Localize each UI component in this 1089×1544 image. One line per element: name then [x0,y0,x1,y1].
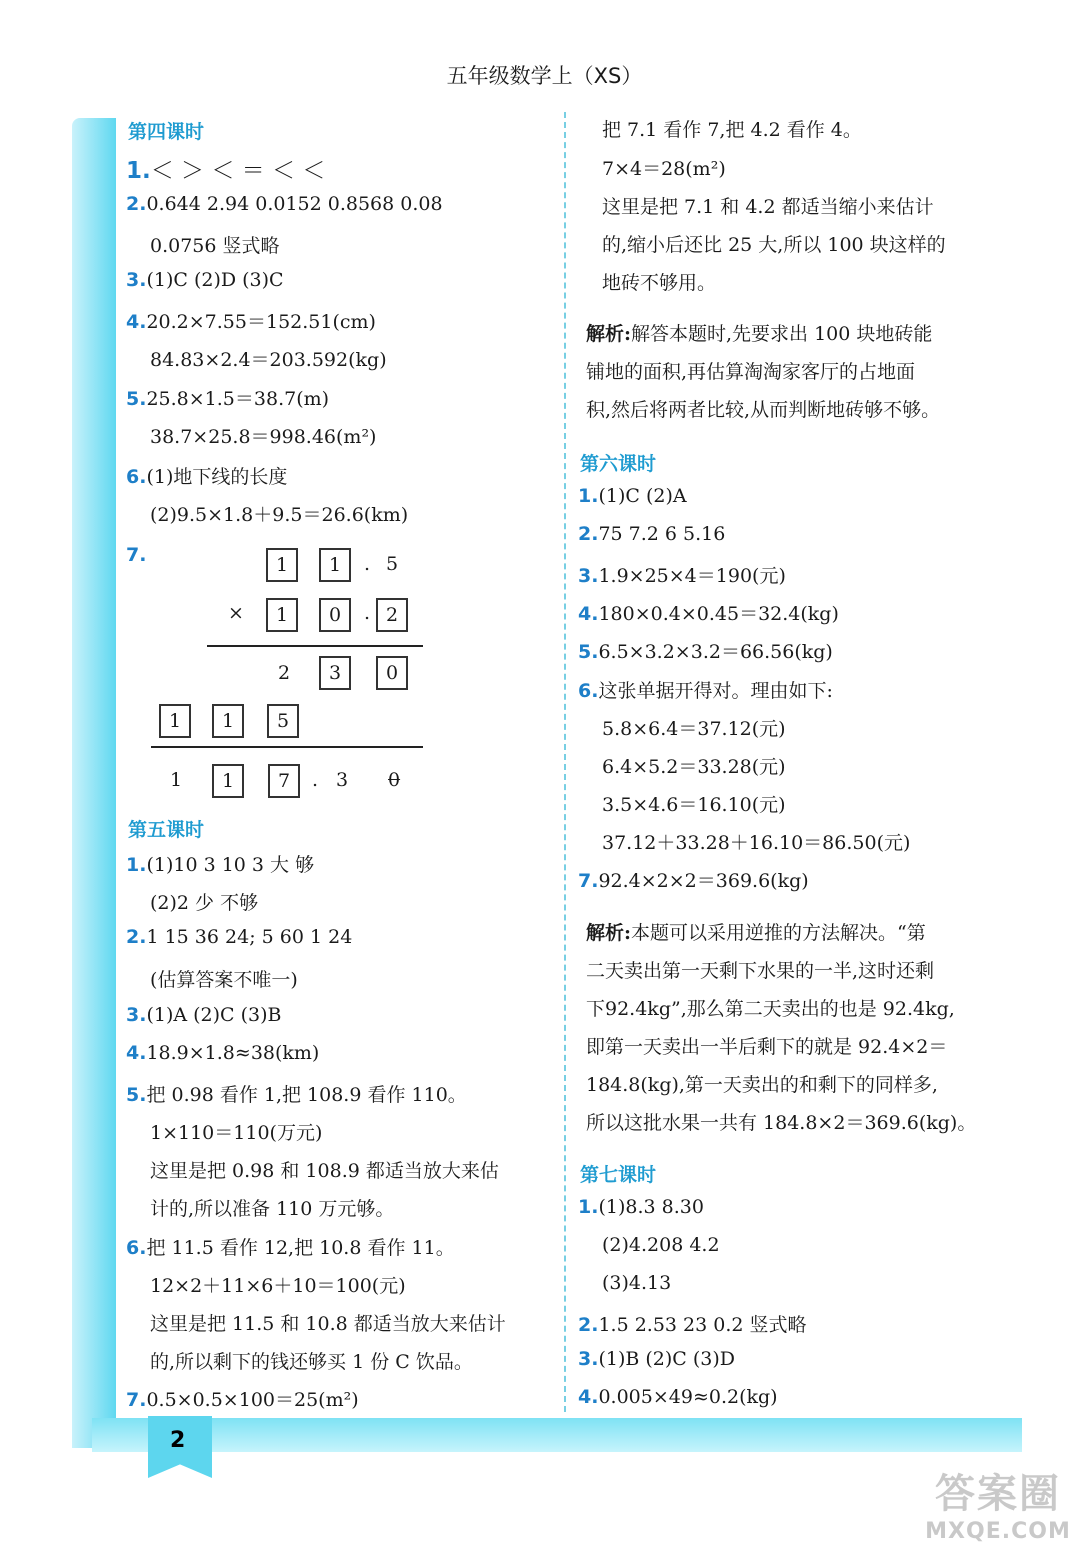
question-number: 2. [126,193,147,215]
watermark-url: MXQE.COM [925,1519,1071,1544]
answer-line: 3.5×4.6＝16.10(元) [602,794,786,816]
answer-line: 地砖不够用。 [602,272,717,294]
question-number: 7. [126,1389,147,1411]
answer-text: 25.8×1.5＝38.7(m) [146,388,330,410]
question-number: 3. [126,1004,147,1026]
answer-line: 6.4×5.2＝33.28(元) [602,756,786,778]
answer-text: 把 0.98 看作 1,把 108.9 看作 110。 [146,1084,467,1106]
question-number: 5. [126,388,147,410]
question-number: 3. [578,565,599,587]
answer-text: ＜ ＞ ＜ ＝ ＜ ＜ [150,158,326,184]
left-decorative-band [72,118,116,1448]
answer-text: 20.2×7.55＝152.51(cm) [146,311,376,333]
question-number: 4. [578,603,599,625]
answer-text: (1)B (2)C (3)D [598,1348,736,1370]
answer-line [578,1310,807,1337]
question-number: 2. [126,926,147,948]
question-number: 1. [126,854,147,876]
calc-box: 3 [319,656,351,690]
answer-text: 1.5 2.53 23 0.2 竖式略 [598,1314,807,1336]
question-number: 7. [126,544,147,566]
calc-digit: 0 [388,769,401,791]
answer-line: 12×2＋11×6＋10＝100(元) [150,1275,406,1297]
section-title-lesson6: 第六课时 [580,453,657,475]
answer-text: 这张单据开得对。理由如下: [598,680,833,702]
section-title-lesson5: 第五课时 [128,819,205,841]
calc-box: 1 [319,548,351,582]
answer-line [126,1042,319,1064]
section-title-lesson4: 第四课时 [128,121,205,143]
answer-line: (2)4.208 4.2 [602,1234,720,1256]
answer-line [126,1004,282,1026]
column-divider [564,112,566,1412]
answer-line: 这里是把 11.5 和 10.8 都适当放大来估计 [150,1313,506,1335]
question-number: 1. [578,485,599,507]
answer-line [126,850,314,877]
answer-text: 把 11.5 看作 12,把 10.8 看作 11。 [146,1237,455,1259]
answer-line: 计的,所以准备 110 万元够。 [150,1198,395,1220]
analysis-note: 即第一天卖出一半后剩下的就是 92.4×2＝ [586,1036,948,1058]
answer-line [126,1233,455,1260]
watermark-text: 答案圈 [935,1471,1061,1517]
question-number: 6. [126,1237,147,1259]
question-number: 1. [126,158,151,184]
answer-line [578,676,833,703]
analysis-note: 下92.4kg”,那么第二天卖出的也是 92.4kg, [586,998,955,1020]
question-number: 2. [578,1314,599,1336]
calc-digit: 2 [278,662,291,684]
analysis-note: 所以这批水果一共有 184.8×2＝369.6(kg)。 [586,1112,977,1134]
answer-line: 0.0756 竖式略 [150,235,280,257]
answer-line: 1×110＝110(万元) [150,1122,323,1144]
answer-text: 92.4×2×2＝369.6(kg) [598,870,809,892]
calc-times-sign: × [228,602,244,624]
calc-digit: 5 [386,553,399,575]
answer-text: 75 7.2 6 5.16 [598,523,726,545]
question-number: 4. [578,1386,599,1408]
answer-line [578,866,809,893]
calc-box: 1 [159,704,191,738]
calc-digit: . [312,769,319,791]
question-number: 5. [126,1084,147,1106]
answer-text: (1)C (2)A [598,485,687,507]
answer-line [126,193,443,215]
question-number: 2. [578,523,599,545]
analysis-label: 解析: [586,922,632,944]
answer-line: (2)2 少 不够 [150,892,259,914]
answer-line [578,561,786,588]
page-number: 2 [170,1428,186,1453]
calc-box: 7 [268,764,300,798]
question-number: 6. [126,466,147,488]
answer-text: (1)地下线的长度 [146,466,288,488]
answer-line: 7×4＝28(m²) [602,158,726,180]
calc-digit: 1 [170,769,183,791]
answer-line [126,1080,467,1107]
answer-line [578,637,833,664]
answer-line [578,599,839,626]
page-header: 五年级数学上（XS） [446,64,643,88]
calc-digit: 3 [336,769,349,791]
analysis-note: 184.8(kg),第一天卖出的和剩下的同样多, [586,1074,938,1096]
answer-line: 84.83×2.4＝203.592(kg) [150,349,387,371]
answer-line: 38.7×25.8＝998.46(m²) [150,426,377,448]
calc-box: 2 [376,598,408,632]
answer-text: 180×0.4×0.45＝32.4(kg) [598,603,839,625]
section-title-lesson7: 第七课时 [580,1164,657,1186]
question-number: 7. [578,870,599,892]
answer-line [126,384,329,411]
answer-line: (2)9.5×1.8＋9.5＝26.6(km) [150,504,409,526]
answer-text: 0.005×49≈0.2(kg) [598,1386,778,1408]
calc-box: 1 [212,704,244,738]
calc-box: 1 [266,548,298,582]
answer-line: 5.8×6.4＝37.12(元) [602,718,786,740]
answer-line [578,1386,778,1408]
calc-digit: . [364,553,371,575]
answer-text: (1)C (2)D (3)C [146,269,284,291]
analysis-label: 解析: [586,323,632,345]
answer-line [126,307,376,334]
calc-box: 1 [266,598,298,632]
answer-line: 的,所以剩下的钱还够买 1 份 C 饮品。 [150,1351,473,1373]
answer-text: (1)8.3 8.30 [598,1196,704,1218]
calc-box: 0 [376,656,408,690]
answer-text: 1.9×25×4＝190(元) [598,565,786,587]
answer-line [126,152,325,185]
question-number: 3. [578,1348,599,1370]
bottom-decorative-band [92,1418,1022,1452]
answer-line: 这里是把 7.1 和 4.2 都适当缩小来估计 [602,196,934,218]
question-number: 3. [126,269,147,291]
analysis-note: 解析:解答本题时,先要求出 100 块地砖能 [586,323,933,345]
answer-line [126,269,284,291]
answer-line [126,926,352,948]
answer-line [578,1196,704,1218]
answer-text: (1)10 3 10 3 大 够 [146,854,315,876]
answer-text: 0.5×0.5×100＝25(m²) [146,1389,359,1411]
answer-line: 这里是把 0.98 和 108.9 都适当放大来估 [150,1160,499,1182]
answer-line [126,462,287,489]
calc-box: 0 [319,598,351,632]
calc-digit: . [364,602,371,624]
question-number: 5. [578,641,599,663]
answer-line: (估算答案不唯一) [150,969,298,991]
answer-line: 37.12＋33.28＋16.10＝86.50(元) [602,832,911,854]
analysis-note: 二天卖出第一天剩下水果的一半,这时还剩 [586,960,935,982]
answer-line: (3)4.13 [602,1272,672,1294]
answer-line: 的,缩小后还比 25 大,所以 100 块这样的 [602,234,946,256]
answer-line: 把 7.1 看作 7,把 4.2 看作 4。 [602,119,862,141]
question-number: 1. [578,1196,599,1218]
answer-line [126,1385,359,1412]
question-number: 6. [578,680,599,702]
question-number: 4. [126,311,147,333]
calc-box: 5 [267,704,299,738]
answer-text: (1)A (2)C (3)B [146,1004,282,1026]
calc-box: 1 [212,764,244,798]
answer-line [578,1348,735,1370]
analysis-note: 铺地的面积,再估算淘淘家客厅的占地面 [586,361,916,383]
answer-text: 0.644 2.94 0.0152 0.8568 0.08 [146,193,443,215]
answer-text: 1 15 36 24; 5 60 1 24 [146,926,353,948]
calc-rule [151,746,423,748]
analysis-note: 解析:本题可以采用逆推的方法解决。“第 [586,922,926,944]
watermark-logo [918,1462,1078,1544]
answer-text: 6.5×3.2×3.2＝66.56(kg) [598,641,833,663]
analysis-note: 积,然后将两者比较,从而判断地砖够不够。 [586,399,941,421]
answer-line [578,485,687,507]
answer-line [578,523,725,545]
question-number: 4. [126,1042,147,1064]
calc-rule [207,645,423,647]
answer-text: 18.9×1.8≈38(km) [146,1042,320,1064]
